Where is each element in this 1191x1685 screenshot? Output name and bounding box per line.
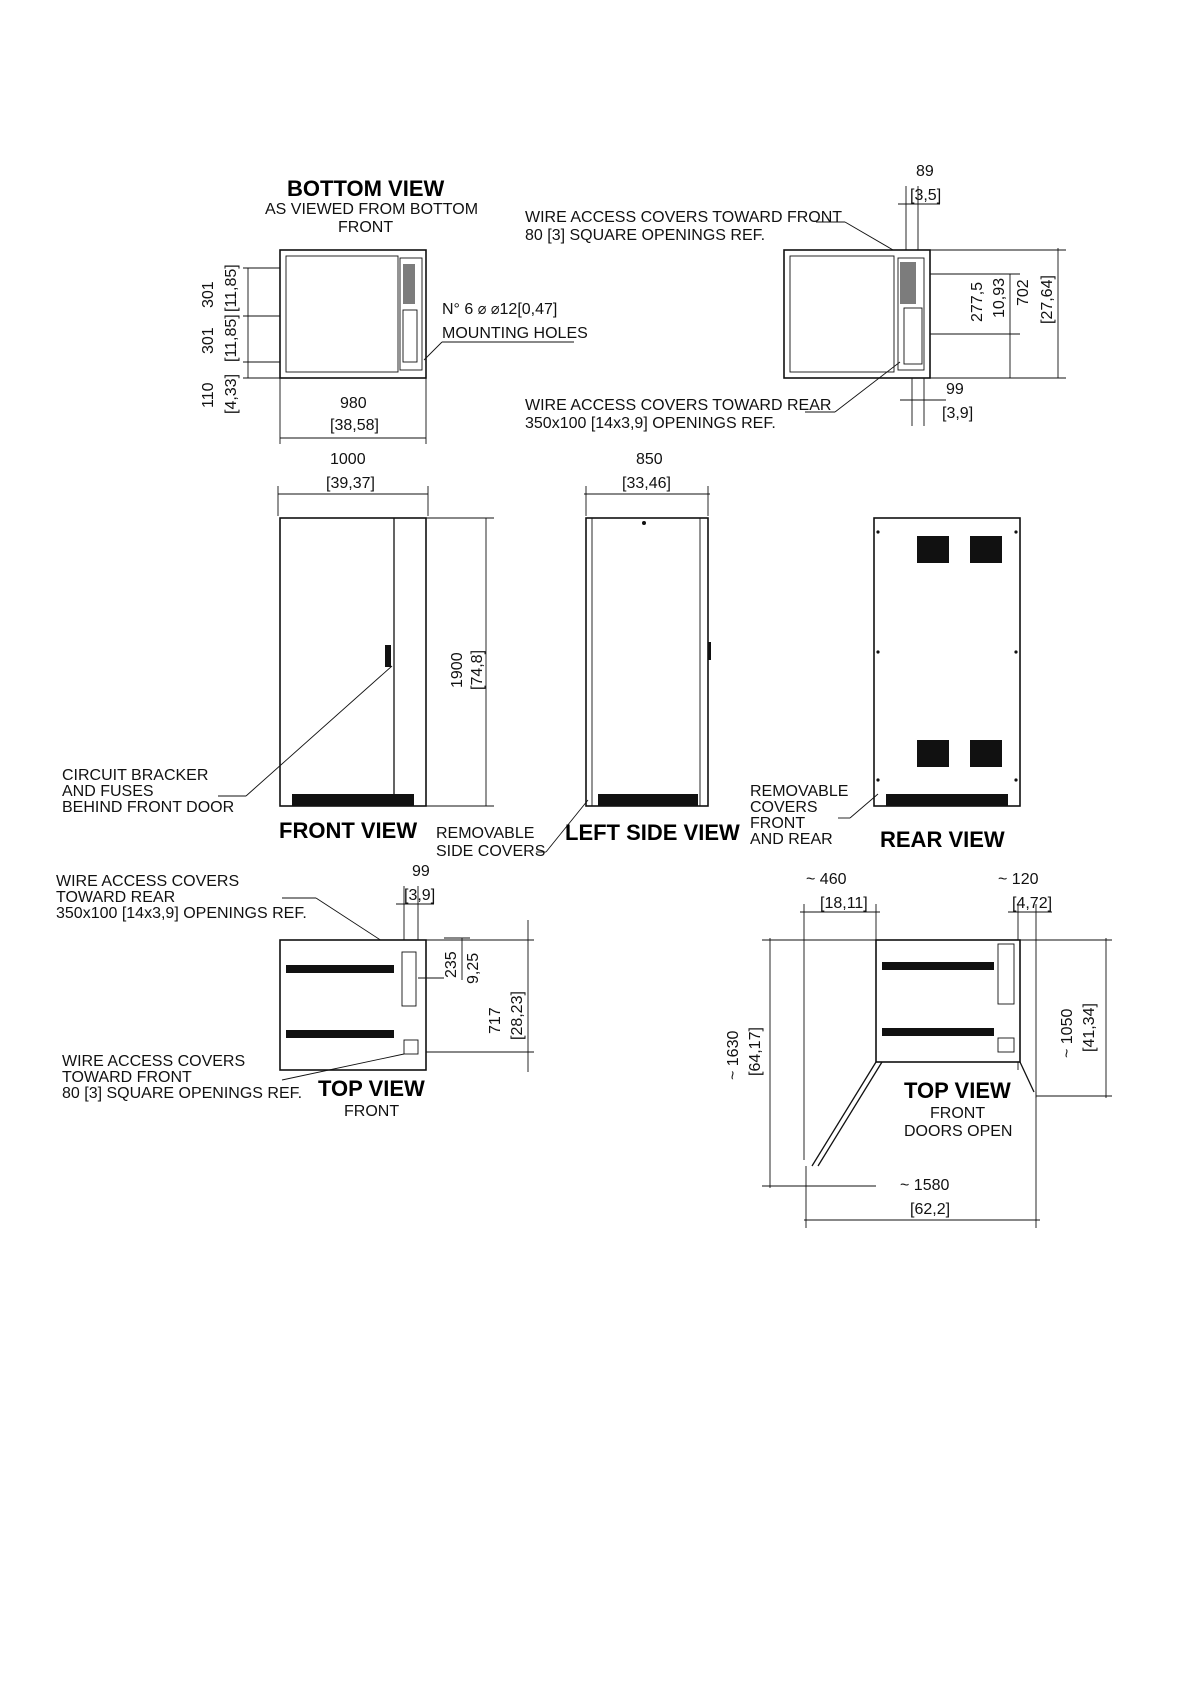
top-front-cover-note-line3: 80 [3] SQUARE OPENINGS REF.: [62, 1085, 303, 1102]
top-view-rail-bottom: [286, 1030, 394, 1038]
front-view-title: FRONT VIEW: [279, 818, 418, 843]
left-side-base: [598, 794, 698, 806]
dim-1900-inch: [74,8]: [469, 649, 486, 690]
top-open-doors-label: DOORS OPEN: [904, 1123, 1013, 1140]
top-rear-cover-note-line3: 350x100 [14x3,9] OPENINGS REF.: [56, 905, 307, 922]
bottom-view-front-label: FRONT: [338, 219, 394, 236]
dim-1000-inch: [39,37]: [326, 475, 375, 492]
dim-120-inch: [4,72]: [1012, 895, 1053, 912]
dim-980-inch: [38,58]: [330, 417, 379, 434]
dim-120: ~ 120: [998, 871, 1039, 888]
top-open-front-label: FRONT: [930, 1105, 986, 1122]
dim-850-inch: [33,46]: [622, 475, 671, 492]
top-open-rail-top: [882, 962, 994, 970]
rear-covers-note-line4: AND REAR: [750, 831, 833, 848]
bottom-view-title: BOTTOM VIEW: [287, 176, 445, 201]
rear-view: [750, 518, 1020, 852]
dim-702: 702: [1015, 279, 1032, 306]
dim-277-5: 277,5: [969, 281, 986, 322]
side-covers-note-line1: REMOVABLE: [436, 825, 535, 842]
rear-cover-note-line2: 350x100 [14x3,9] OPENINGS REF.: [525, 415, 776, 432]
rear-view-title: REAR VIEW: [880, 827, 1005, 852]
dim-99-top: 99: [412, 863, 430, 880]
breaker-note-line1: CIRCUIT BRACKER: [62, 767, 209, 784]
dim-1000: 1000: [330, 451, 366, 468]
bottom-view-subtitle: AS VIEWED FROM BOTTOM: [265, 201, 479, 218]
rear-cover-note-line1: WIRE ACCESS COVERS TOWARD REAR: [525, 397, 832, 414]
front-cover-note-line2: 80 [3] SQUARE OPENINGS REF.: [525, 227, 766, 244]
side-covers-note-line2: SIDE COVERS: [436, 843, 546, 860]
rear-vent-top-right: [970, 536, 1002, 563]
rear-covers-note-line1: REMOVABLE: [750, 783, 849, 800]
rear-vent-top-left: [917, 536, 949, 563]
top-view-doors-open: [725, 871, 1112, 1228]
top-rear-cover-note-line1: WIRE ACCESS COVERS: [56, 873, 240, 890]
dim-235: 235: [443, 951, 460, 978]
rear-view-base: [886, 794, 1008, 806]
rear-covers-note-line3: FRONT: [750, 815, 806, 832]
dim-99-side: 99: [946, 381, 964, 398]
top-rear-cover-note-line2: TOWARD REAR: [56, 889, 176, 906]
left-side-cabinet: [586, 518, 708, 806]
top-open-title: TOP VIEW: [904, 1078, 1011, 1103]
rear-vent-bottom-left: [917, 740, 949, 767]
dim-301-bottom-inch: [11,85]: [223, 314, 240, 362]
breaker-note-line3: BEHIND FRONT DOOR: [62, 799, 235, 816]
dim-301-top: 301: [200, 281, 217, 308]
dim-110-inch: [4,33]: [223, 373, 240, 414]
top-open-rail-bottom: [882, 1028, 994, 1036]
top-view-front-label: FRONT: [344, 1103, 400, 1120]
dim-110: 110: [200, 382, 217, 408]
right-door-open: [1020, 1062, 1034, 1092]
top-view-rail-top: [286, 965, 394, 973]
dim-99-side-inch: [3,9]: [942, 405, 974, 422]
top-view: [56, 863, 534, 1120]
dim-1050-inch: [41,34]: [1081, 1003, 1098, 1052]
front-view: [62, 451, 494, 843]
mounting-holes-label: MOUNTING HOLES: [442, 325, 588, 342]
side-bottom-view: [525, 163, 1066, 432]
dim-717-inch: [28,23]: [509, 991, 526, 1040]
dim-301-top-inch: [11,85]: [223, 264, 240, 312]
front-cover-note-line1: WIRE ACCESS COVERS TOWARD FRONT: [525, 209, 843, 226]
front-view-cabinet: [280, 518, 426, 806]
dim-1580-inch: [62,2]: [910, 1201, 951, 1218]
front-view-base: [292, 794, 414, 806]
dim-1630-inch: [64,17]: [747, 1027, 764, 1076]
dim-850: 850: [636, 451, 663, 468]
left-door-open: [812, 1062, 876, 1166]
dim-1580: ~ 1580: [900, 1177, 950, 1194]
dim-1900: 1900: [449, 652, 466, 688]
dim-301-bottom: 301: [200, 327, 217, 354]
top-front-cover-note-line2: TOWARD FRONT: [62, 1069, 192, 1086]
dim-89-inch: [3,5]: [910, 187, 942, 204]
dim-235-inch: 9,25: [465, 952, 482, 984]
rear-vent-bottom-right: [970, 740, 1002, 767]
rear-covers-note-line2: COVERS: [750, 799, 818, 816]
dim-89: 89: [916, 163, 934, 180]
left-side-view-title: LEFT SIDE VIEW: [565, 820, 740, 845]
dim-717: 717: [487, 1007, 504, 1034]
dim-99-top-inch: [3,9]: [404, 887, 436, 904]
door-handle: [385, 645, 391, 667]
dim-460: ~ 460: [806, 871, 847, 888]
dim-1050: ~ 1050: [1059, 1008, 1076, 1058]
dim-702-inch: [27,64]: [1039, 275, 1056, 324]
breaker-note-line2: AND FUSES: [62, 783, 154, 800]
dim-1630: ~ 1630: [725, 1030, 742, 1080]
dim-460-inch: [18,11]: [820, 895, 868, 912]
top-view-title: TOP VIEW: [318, 1076, 425, 1101]
mounting-holes-spec: N° 6 ⌀ ⌀12[0,47]: [442, 301, 558, 318]
dim-980: 980: [340, 395, 367, 412]
dim-277-5-inch: 10,93: [991, 277, 1008, 318]
top-front-cover-note-line1: WIRE ACCESS COVERS: [62, 1053, 246, 1070]
